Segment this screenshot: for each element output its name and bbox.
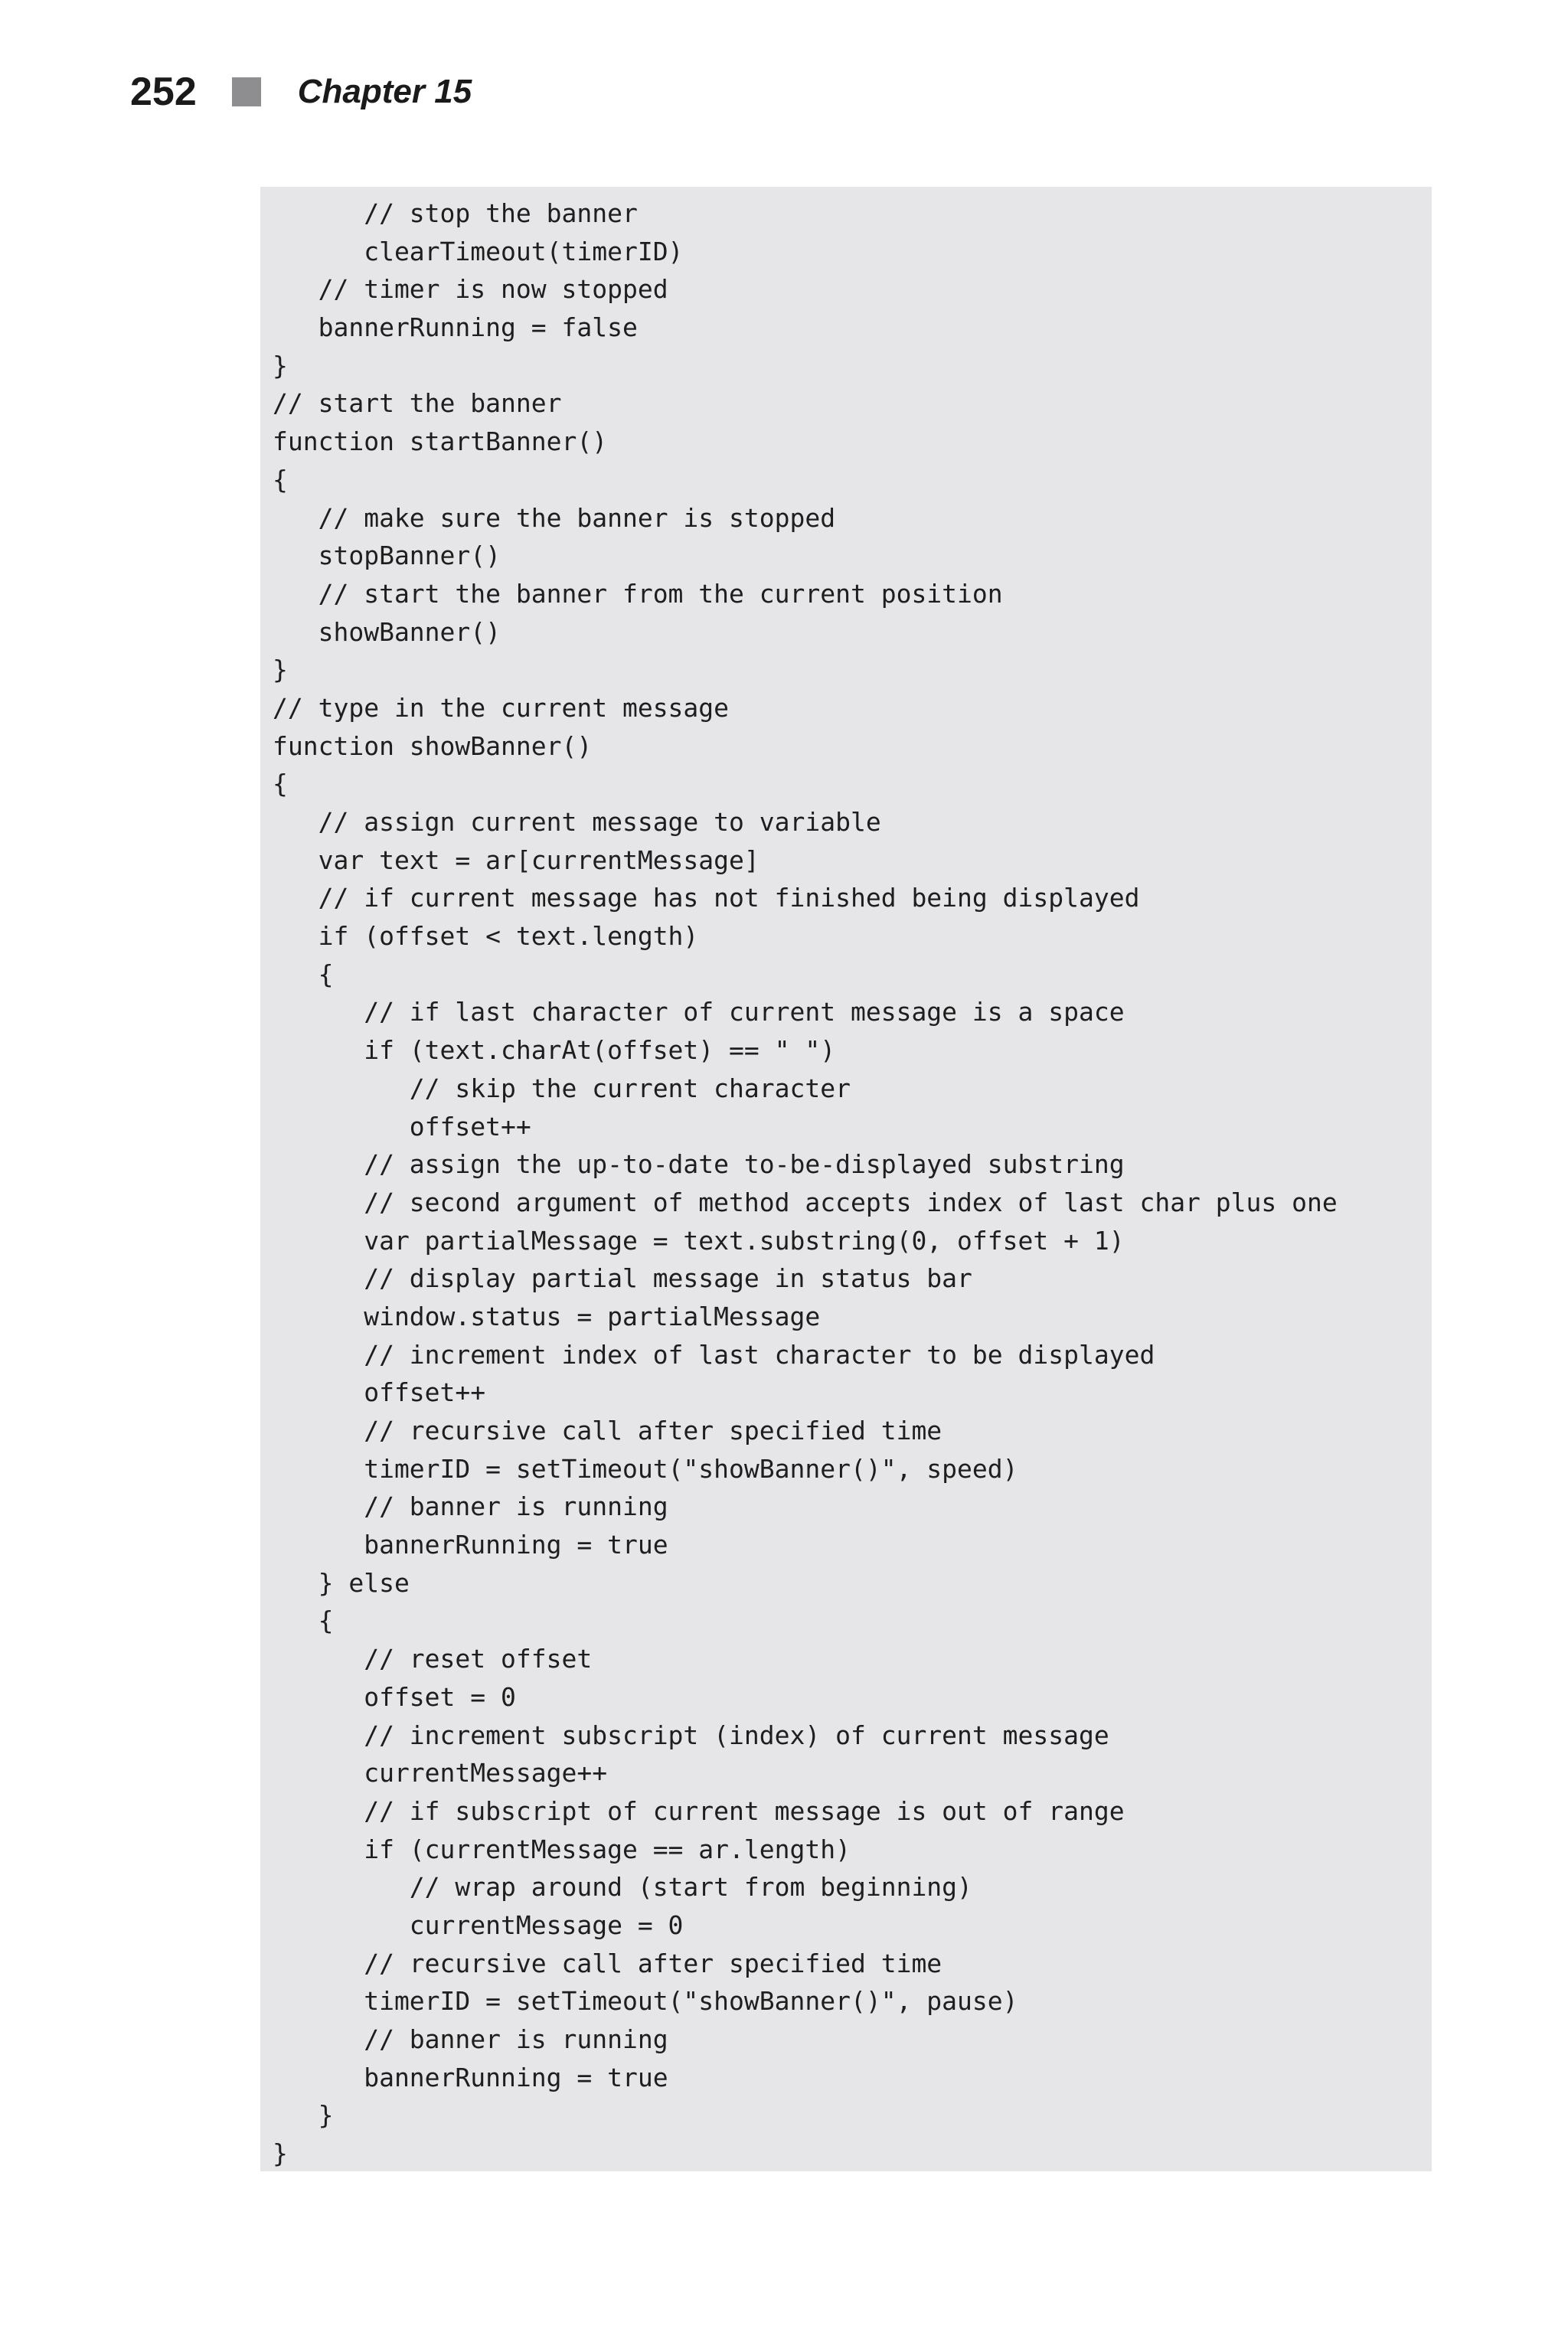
code-line: // banner is running	[273, 2024, 668, 2054]
code-line: } else	[273, 1567, 410, 1598]
code-line: {	[273, 1606, 334, 1636]
code-line: if (offset < text.length)	[273, 921, 699, 952]
code-line: offset++	[273, 1377, 486, 1408]
code-line: // stop the banner	[273, 198, 638, 228]
header-square-ornament	[232, 77, 261, 106]
page-number: 252	[130, 70, 197, 114]
code-line: }	[273, 2100, 334, 2131]
code-line: stopBanner()	[273, 541, 501, 571]
code-line: bannerRunning = true	[273, 2062, 668, 2092]
code-line: // if current message has not finished being displayed	[273, 883, 1140, 913]
code-line: // type in the current message	[273, 692, 730, 723]
code-line: {	[273, 769, 288, 799]
code-line: {	[273, 464, 288, 495]
code-line: // assign current message to variable	[273, 807, 881, 837]
code-line: {	[273, 959, 334, 989]
code-line: clearTimeout(timerID)	[273, 236, 684, 266]
code-line: }	[273, 350, 288, 381]
code-line: // assign the up-to-date to-be-displayed substring	[273, 1149, 1125, 1180]
code-line: currentMessage++	[273, 1758, 608, 1788]
code-line: // wrap around (start from beginning)	[273, 1872, 972, 1903]
code-line: // timer is now stopped	[273, 274, 668, 305]
code-line: // reset offset	[273, 1644, 593, 1674]
code-line: currentMessage = 0	[273, 1909, 684, 1940]
code-line: // increment index of last character to be displayed	[273, 1339, 1155, 1370]
code-line: // start the banner from the current position	[273, 578, 1003, 609]
code-line: timerID = setTimeout("showBanner()", speed)	[273, 1453, 1018, 1484]
code-line: // display partial message in status bar	[273, 1263, 972, 1294]
code-line: function showBanner()	[273, 730, 593, 761]
code-line: }	[273, 2138, 288, 2169]
code-line: bannerRunning = false	[273, 312, 638, 343]
code-line: // increment subscript (index) of current message	[273, 1720, 1109, 1750]
code-line: // recursive call after specified time	[273, 1948, 942, 1978]
page-header	[130, 63, 472, 121]
code-line: // skip the current character	[273, 1073, 851, 1103]
code-line: bannerRunning = true	[273, 1530, 668, 1560]
code-line: // start the banner	[273, 388, 562, 419]
chapter-title: Chapter 15	[297, 73, 472, 110]
code-listing	[260, 187, 1432, 2171]
code-line: window.status = partialMessage	[273, 1301, 821, 1331]
code-line: // make sure the banner is stopped	[273, 502, 836, 533]
code-line: // if last character of current message is a space	[273, 997, 1125, 1027]
code-line: if (currentMessage == ar.length)	[273, 1834, 851, 1864]
code-line: var partialMessage = text.substring(0, offset + 1)	[273, 1225, 1125, 1256]
code-line: var text = ar[currentMessage]	[273, 844, 760, 875]
code-line: // banner is running	[273, 1491, 668, 1522]
code-line: offset = 0	[273, 1681, 516, 1712]
code-line: if (text.charAt(offset) == " ")	[273, 1035, 836, 1066]
code-line: // if subscript of current message is out of range	[273, 1795, 1125, 1826]
code-line: }	[273, 655, 288, 685]
code-line: showBanner()	[273, 616, 501, 647]
code-line: timerID = setTimeout("showBanner()", pause)	[273, 1986, 1018, 2017]
code-line: offset++	[273, 1111, 531, 1142]
code-line: // recursive call after specified time	[273, 1416, 942, 1446]
code-line: // second argument of method accepts index of last char plus one	[273, 1187, 1338, 1217]
code-line: function startBanner()	[273, 426, 608, 457]
